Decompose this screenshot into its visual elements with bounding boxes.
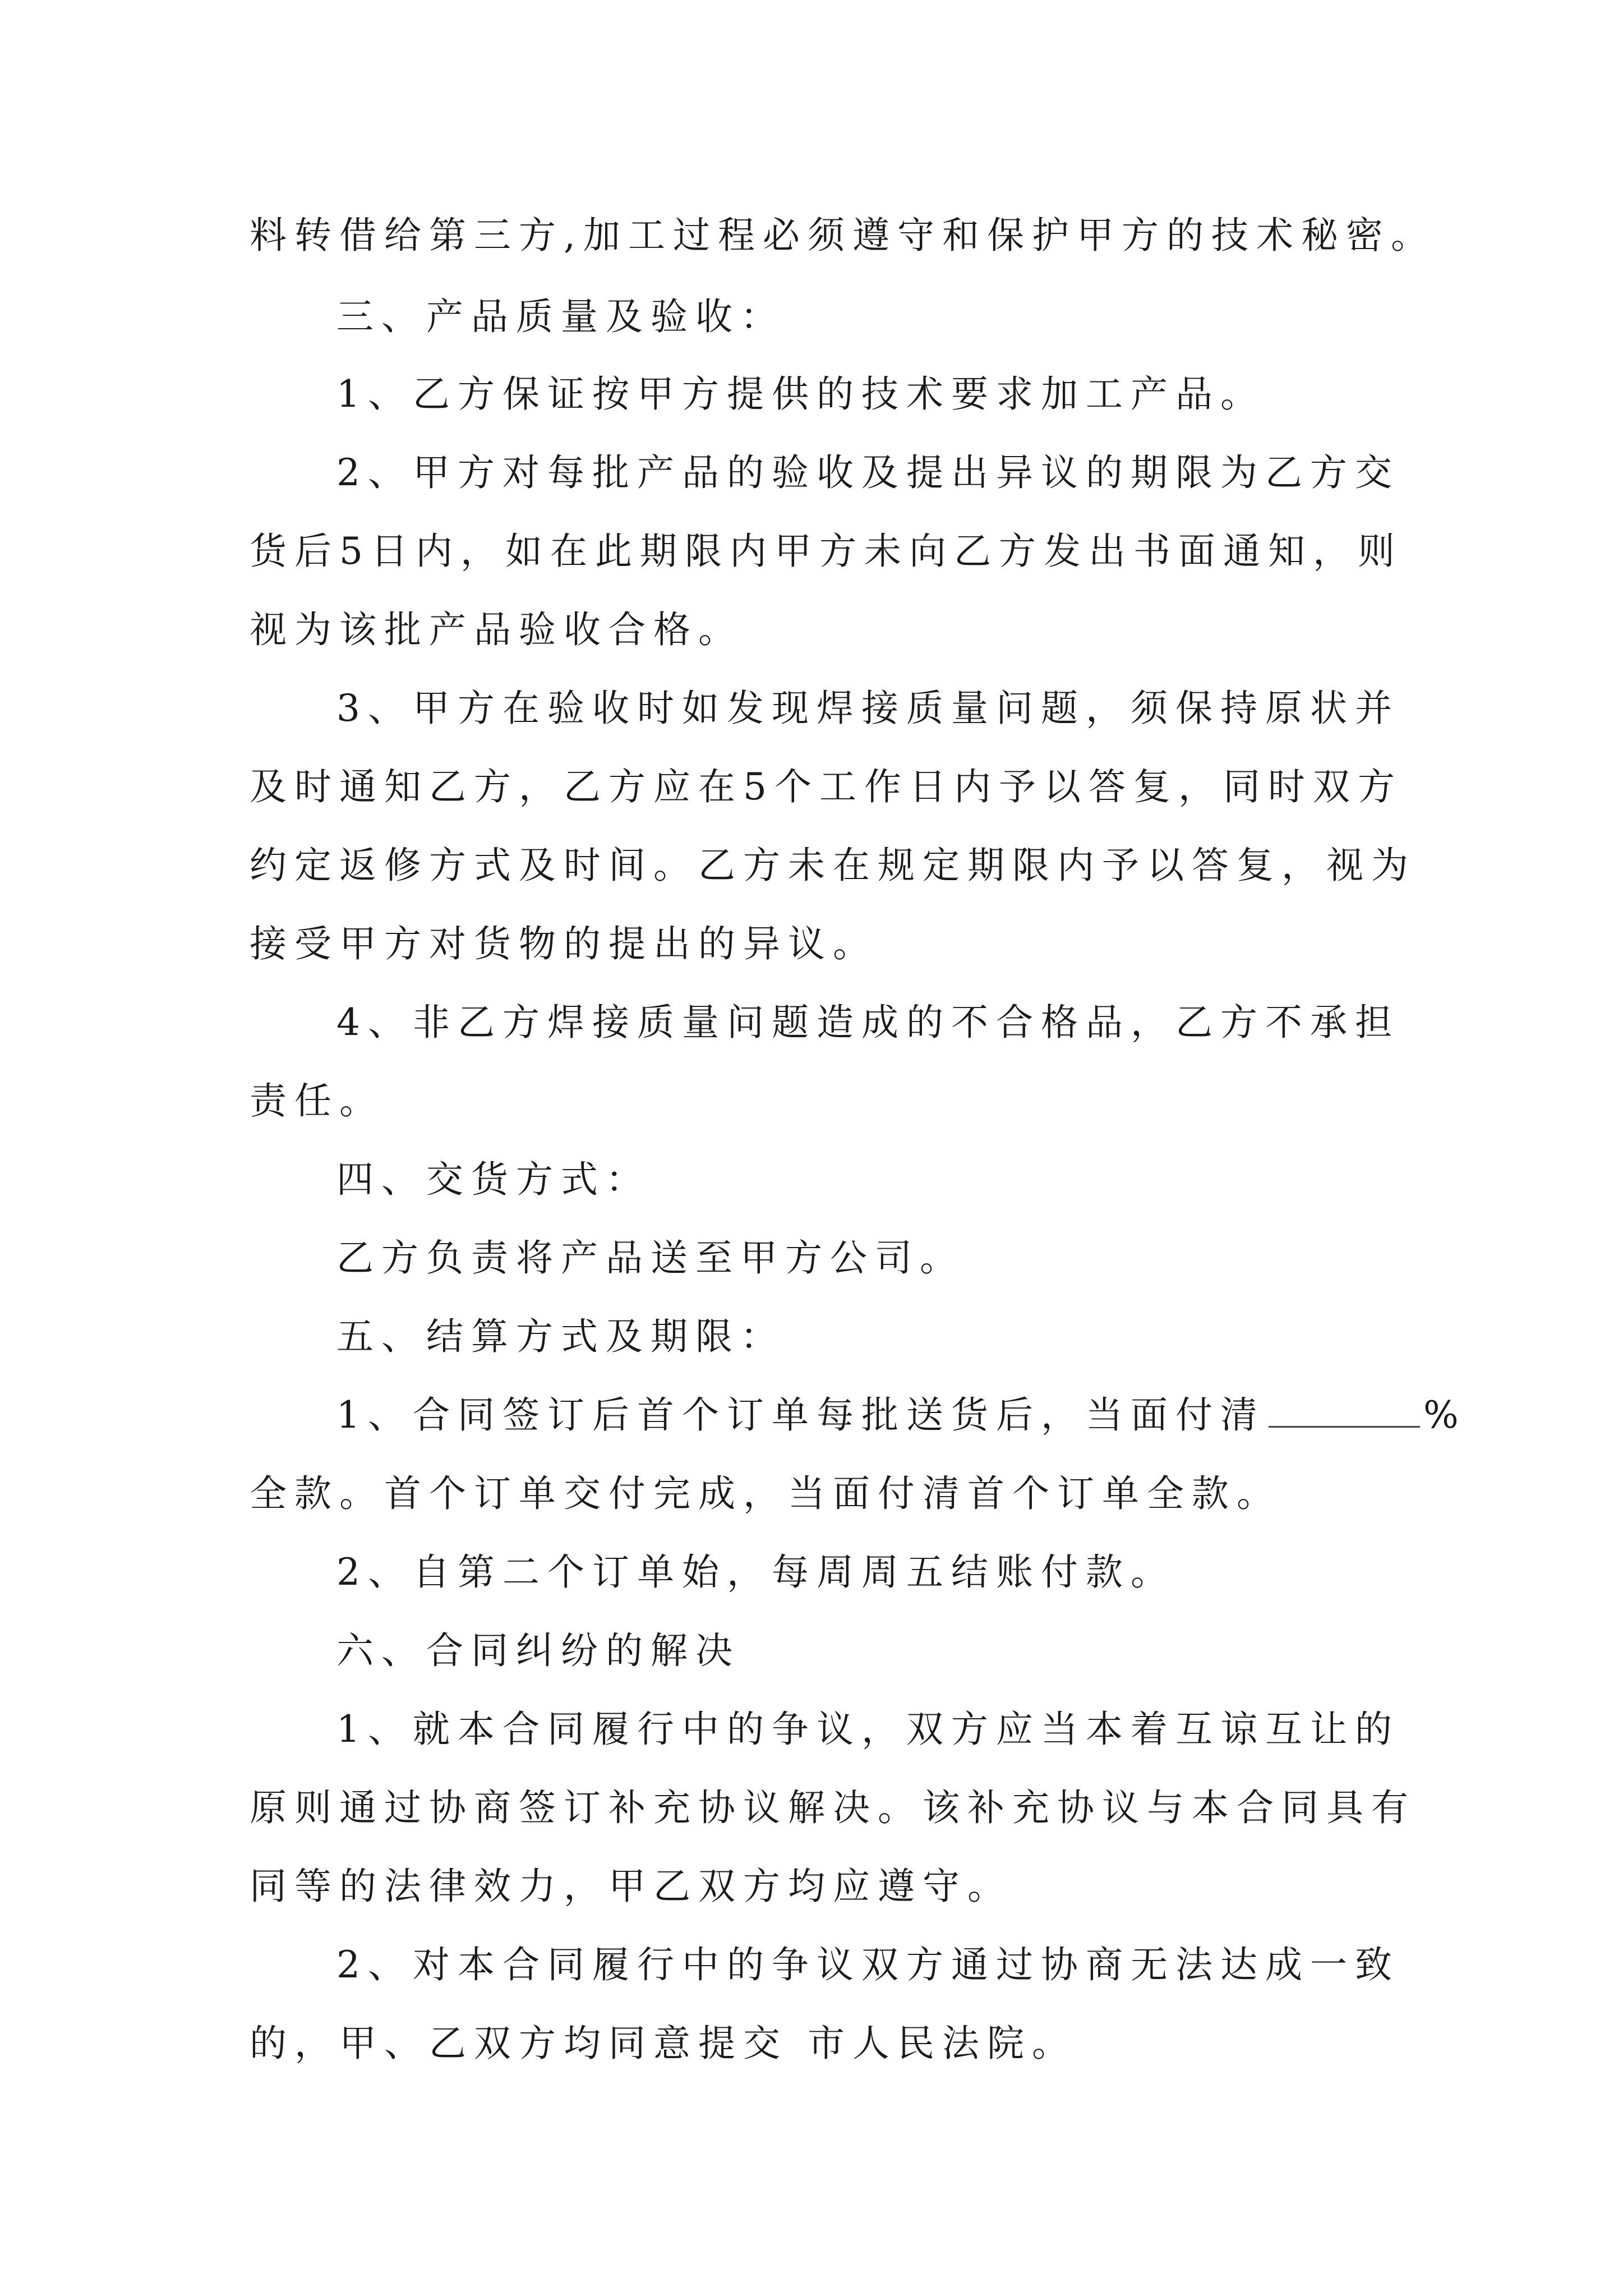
paragraph-line: 约定返修方式及时间。乙方未在规定期限内予以答复，视为 [250,844,1416,887]
paragraph-line: 货后5日内，如在此期限内甲方未向乙方发出书面通知，则 [250,530,1403,573]
paragraph-line: 的，甲、乙双方均同意提交 市人民法院。 [250,2022,1077,2065]
paragraph-line: 2、甲方对每批产品的验收及提出异议的期限为乙方交 [336,451,1400,494]
section-heading-delivery: 四、交货方式： [336,1158,651,1201]
paragraph-line: 及时通知乙方，乙方应在5个工作日内予以答复，同时双方 [250,765,1403,808]
paragraph-text: 1、合同签订后首个订单每批送货后，当面付清 [336,1393,1265,1437]
paragraph-line: 2、对本合同履行中的争议双方通过协商无法达成一致 [336,1943,1400,1986]
paragraph-line: 接受甲方对货物的提出的异议。 [250,922,878,965]
paragraph-line: 3、甲方在验收时如发现焊接质量问题，须保持原状并 [336,687,1400,730]
paragraph-line: 乙方负责将产品送至甲方公司。 [336,1236,965,1280]
paragraph-line: 同等的法律效力，甲乙双方均应遵守。 [250,1865,1012,1908]
paragraph-line: 料转借给第三方,加工过程必须遵守和保护甲方的技术秘密。 [250,214,1436,257]
paragraph-line: 1、就本合同履行中的争议，双方应当本着互谅互让的 [336,1708,1400,1751]
paragraph-line: 4、非乙方焊接质量问题造成的不合格品，乙方不承担 [336,1001,1400,1044]
paragraph-line: 视为该批产品验收合格。 [250,608,743,651]
paragraph-line: 1、乙方保证按甲方提供的技术要求加工产品。 [336,372,1265,416]
section-heading-settlement: 五、结算方式及期限： [336,1315,785,1358]
paragraph-line: 原则通过协商签订补充协议解决。该补充协议与本合同具有 [250,1786,1416,1829]
paragraph-line-with-blank [336,1384,1467,1446]
section-heading-quality: 三、产品质量及验收： [336,295,785,338]
paragraph-line: 责任。 [250,1079,384,1122]
percent-sign: % [1423,1393,1467,1437]
section-heading-disputes: 六、合同纠纷的解决 [336,1629,740,1672]
paragraph-line: 2、自第二个订单始，每周周五结账付款。 [336,1550,1175,1594]
paragraph-line: 全款。首个订单交付完成，当面付清首个订单全款。 [250,1472,1281,1515]
fill-in-blank [1269,1386,1420,1428]
